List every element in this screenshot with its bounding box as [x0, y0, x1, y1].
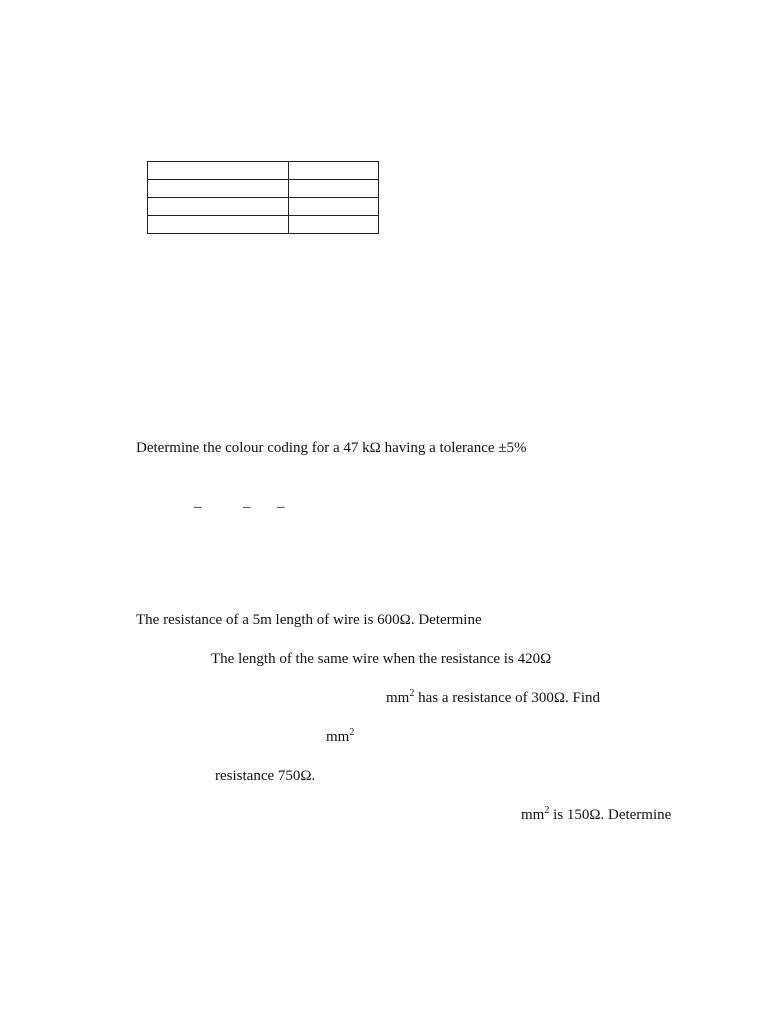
table-cell — [148, 162, 289, 180]
resistance-750-text: resistance 750Ω. — [215, 768, 316, 784]
unit-text: mm — [386, 690, 410, 706]
area-150-question — [521, 806, 671, 824]
table-cell — [148, 216, 289, 234]
table-cell — [148, 198, 289, 216]
unit-text: mm — [521, 807, 545, 823]
area-unit-line — [326, 728, 354, 746]
table-cell — [289, 216, 379, 234]
table-cell — [289, 162, 379, 180]
resistance-question-intro: The resistance of a 5m length of wire is 600Ω. Determine — [136, 612, 482, 628]
table-row — [148, 216, 379, 234]
table-row — [148, 162, 379, 180]
area-300-question — [386, 689, 600, 707]
table-row — [148, 180, 379, 198]
unit-exponent: 2 — [544, 805, 550, 816]
table-row — [148, 198, 379, 216]
question-text: has a resistance of 300Ω. Find — [414, 690, 601, 706]
dash-mark: – — [277, 499, 285, 515]
table-cell — [289, 180, 379, 198]
dash-mark: – — [194, 499, 202, 515]
length-question: The length of the same wire when the resistance is 420Ω — [211, 651, 552, 667]
unit-text: mm — [326, 729, 350, 745]
table-cell — [289, 198, 379, 216]
colour-coding-question: Determine the colour coding for a 47 kΩ having a tolerance ±5% — [136, 440, 527, 456]
empty-table — [147, 161, 379, 234]
unit-exponent: 2 — [349, 727, 355, 738]
question-text: is 150Ω. Determine — [549, 807, 672, 823]
table-cell — [148, 180, 289, 198]
dash-mark: – — [243, 499, 251, 515]
unit-exponent: 2 — [409, 688, 415, 699]
